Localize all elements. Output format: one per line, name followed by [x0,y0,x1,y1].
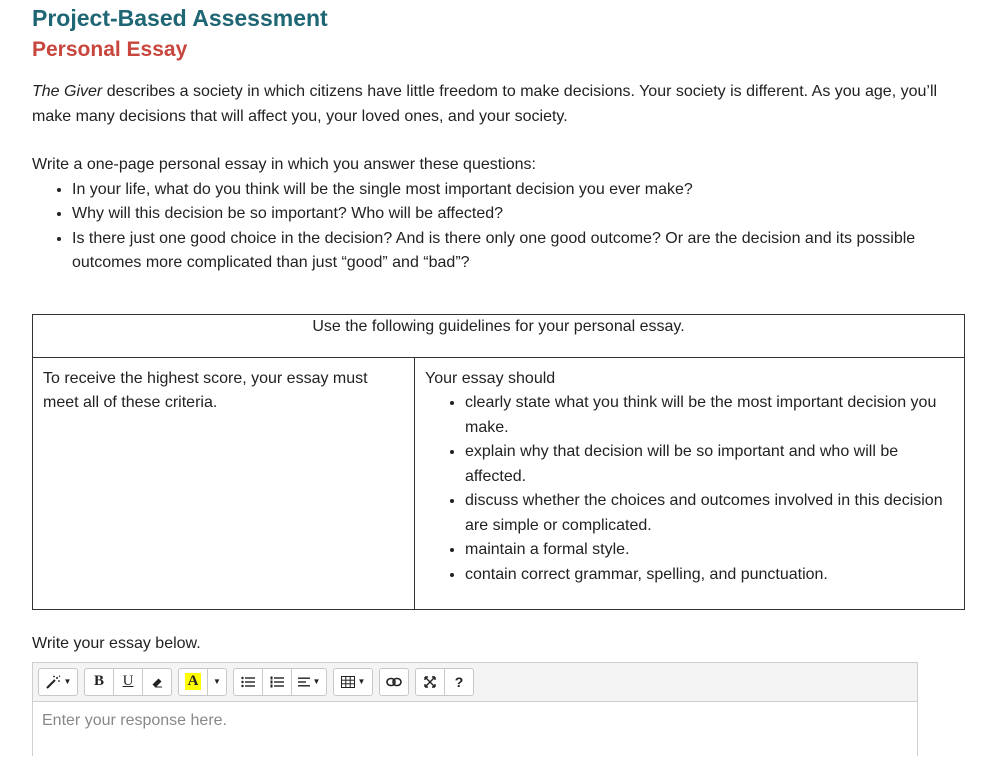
caret-down-icon: ▼ [63,677,72,686]
fullscreen-icon [424,676,436,688]
caret-down-icon: ▼ [312,677,321,686]
criteria-intro: To receive the highest score, your essay must meet all of these criteria. [33,357,415,609]
criteria-cell [415,357,965,609]
bullet-list-icon [241,676,255,688]
table-dropdown-button[interactable] [333,668,373,696]
list-item: • explain why that decision will be so important and who will be affected. [465,440,954,489]
editor-toolbar [33,663,917,702]
help-icon: ? [454,673,464,690]
guidelines-header: Use the following guidelines for your personal essay. [33,314,965,357]
help-button[interactable] [444,668,474,696]
link-button[interactable] [379,668,409,696]
bullet-list-button[interactable] [233,668,263,696]
book-title: The Giver [32,83,103,100]
numbered-list-button[interactable] [262,668,292,696]
question-list [32,178,952,276]
intro-paragraph [32,80,967,129]
bold-icon: B [93,673,104,689]
intro-text: describes a society in which citizens have little freedom to make decisions. Your society is different. As you age, you’ll make many decisions that will affect you, your loved ones, and your society. [32,83,938,125]
list-item: • clearly state what you think will be the most important decision you make. [465,391,954,440]
rich-text-editor [32,662,918,756]
caret-down-icon: ▼ [357,677,366,686]
response-textarea[interactable]: Enter your response here. [42,711,227,729]
align-dropdown-button[interactable] [291,668,327,696]
highlight-dropdown-button[interactable] [207,668,227,696]
list-item: • discuss whether the choices and outcomes involved in this decision are simple or complicated. [465,489,954,538]
criteria-list [425,391,954,587]
list-item: • Why will this decision be so important? Who will be affected? [72,202,952,227]
caret-down-icon: ▼ [213,677,221,686]
page-subtitle: Personal Essay [32,38,188,61]
numbered-list-icon [270,676,284,688]
list-item: • maintain a formal style. [465,538,954,563]
clear-format-button[interactable] [142,668,172,696]
style-dropdown-button[interactable] [38,668,78,696]
essay-label: Write your essay below. [32,634,201,652]
criteria-lead: Your essay should [425,369,556,387]
magic-wand-icon [45,675,61,689]
underline-icon: U [122,673,134,689]
page-title: Project-Based Assessment [32,5,328,31]
align-icon [298,677,310,687]
eraser-icon [151,676,163,688]
underline-button[interactable] [113,668,143,696]
highlight-button[interactable] [178,668,208,696]
guidelines-table [32,314,965,610]
table-icon [341,676,355,688]
list-item: • Is there just one good choice in the decision? And is there only one good outcome? Or are the decision and its possible outcomes more complicated than just “good” and “bad”? [72,227,952,276]
list-item: • contain correct grammar, spelling, and punctuation. [465,563,954,588]
prompt-lead: Write a one-page personal essay in which you answer these questions: [32,156,536,173]
link-icon [386,677,402,687]
highlight-icon: A [185,673,202,690]
list-item: • In your life, what do you think will be the single most important decision you ever make? [72,178,952,203]
fullscreen-button[interactable] [415,668,445,696]
bold-button[interactable] [84,668,114,696]
